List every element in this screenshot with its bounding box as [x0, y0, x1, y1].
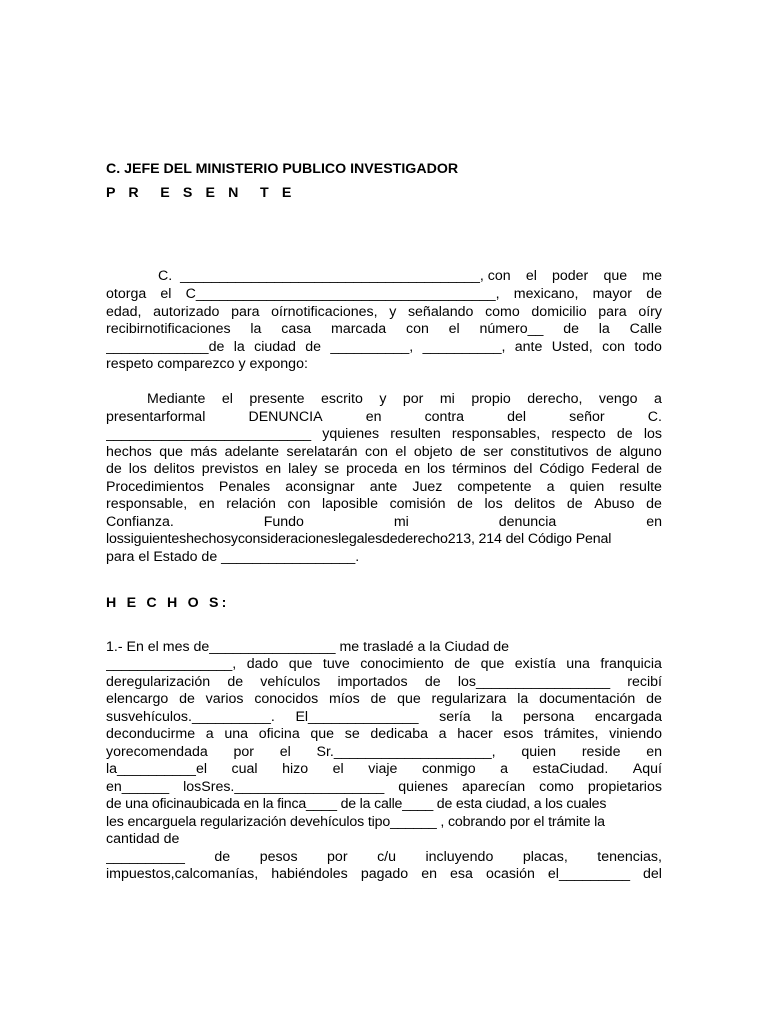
word: con [365, 444, 388, 460]
word: de [214, 849, 231, 865]
word: edad, [106, 304, 142, 320]
word: de [566, 496, 583, 512]
word: que [310, 726, 335, 742]
word: de [457, 496, 473, 512]
word: en [646, 514, 662, 530]
paragraph2-line [106, 496, 662, 514]
word: la [491, 709, 503, 725]
word: de [646, 286, 662, 302]
word: Federal [591, 461, 640, 477]
word: autorizado [153, 304, 220, 320]
word: el [332, 761, 344, 777]
word: sería [439, 709, 471, 725]
word: deregularización [106, 674, 211, 690]
word: regularizara [431, 691, 507, 707]
word: laley [288, 461, 318, 477]
word: yquienes [322, 426, 380, 442]
word: persona [523, 709, 575, 725]
word: tuve [322, 656, 350, 672]
word: de [179, 691, 195, 707]
word: relación [226, 496, 276, 512]
word: la [598, 321, 610, 337]
word: Usted, [551, 339, 593, 355]
word: varios [205, 691, 244, 707]
word: ser [483, 444, 503, 460]
word: estaCiudad. [532, 761, 609, 777]
word: c/u [377, 849, 396, 865]
word: oírnotificaciones, [271, 304, 378, 320]
word: los [643, 426, 662, 442]
word: susvehículos.__________. [106, 709, 275, 725]
word: ciudad [254, 339, 296, 355]
word: presente [249, 391, 305, 407]
word: resulten [390, 426, 441, 442]
word: más [190, 444, 218, 460]
word: delitos [153, 461, 195, 477]
word: a [205, 726, 214, 742]
word: delitos [514, 496, 556, 512]
word: domicilio [531, 304, 587, 320]
hecho1-line [106, 761, 662, 779]
word: por [233, 744, 254, 760]
hecho1-line [106, 691, 662, 709]
word: __________ [106, 849, 185, 865]
word: hacer [457, 726, 493, 742]
word: del [507, 409, 527, 425]
word: marcada [331, 321, 387, 337]
word: contra [424, 409, 465, 425]
word: quienes [398, 779, 448, 795]
word: pagado [360, 866, 409, 882]
word: el_________ [547, 866, 630, 882]
hecho1-line [106, 779, 662, 797]
word: número__ [479, 321, 544, 337]
word: importados [337, 674, 408, 690]
paragraph2-line [106, 514, 662, 532]
word: aconsignar [285, 479, 355, 495]
word: conocidos [254, 691, 319, 707]
word: Código [539, 461, 585, 477]
document-subtitle: P R E S E N T E [106, 185, 296, 201]
hecho1-line [106, 744, 662, 762]
word: casa [281, 321, 312, 337]
word: elencargo [106, 691, 169, 707]
word: de [646, 691, 662, 707]
word: __________, [330, 339, 414, 355]
word: conocimiento [360, 656, 444, 672]
word: respecto [551, 426, 606, 442]
word: quien [521, 744, 557, 760]
word: me [642, 268, 662, 284]
word: _____________de [106, 339, 225, 355]
word: Penales [218, 479, 271, 495]
word: por [327, 849, 348, 865]
word: la__________el [106, 761, 207, 777]
word: una [224, 726, 249, 742]
paragraph2-line [106, 461, 662, 479]
word: del [643, 866, 662, 882]
word: ante [369, 479, 398, 495]
word: Fundo [263, 514, 304, 530]
word: para [231, 304, 260, 320]
word: se [324, 461, 340, 477]
word: los [128, 461, 147, 477]
paragraph2-line: para el Estado de _________________. [106, 549, 360, 565]
word: losSres.___________________ [183, 779, 385, 795]
word: con [406, 321, 429, 337]
word: recibirnotificaciones [106, 321, 231, 337]
word: Calle [629, 321, 662, 337]
word: como [485, 304, 520, 320]
word: franquicia [600, 656, 662, 672]
word: Juez [412, 479, 443, 495]
word: que [288, 656, 313, 672]
word: mexicano, [513, 286, 579, 302]
paragraph2-line [106, 444, 662, 462]
word: la [233, 339, 245, 355]
word: quien [569, 479, 605, 495]
hecho1-line [106, 674, 662, 692]
word: el [279, 744, 291, 760]
word: los [427, 461, 446, 477]
paragraph1-line [106, 304, 662, 322]
word: que [159, 444, 183, 460]
word: constitutivos [510, 444, 589, 460]
word: de [595, 444, 612, 460]
hecho1-line [106, 656, 662, 674]
word: C. [647, 409, 662, 425]
word: para [598, 304, 627, 320]
word: cual [231, 761, 258, 777]
paragraph2-line [147, 391, 662, 409]
word: mi [439, 391, 455, 407]
paragraph2-line [106, 426, 662, 444]
word: previstos [201, 461, 259, 477]
word: el [395, 444, 407, 460]
word: viniendo [609, 726, 662, 742]
word: escrito [321, 391, 363, 407]
paragraph2-line: lossiguienteshechosyconsideracioneslegalesdederecho213, 214 del Código Penal [106, 531, 612, 547]
hechos-heading: H E C H O S: [106, 595, 230, 611]
paragraph1-line [158, 268, 662, 286]
word: vehículos [260, 674, 321, 690]
word: comisión [389, 496, 446, 512]
word: señalando [407, 304, 474, 320]
hecho1-line: 1.- En el mes de________________ me trasladé a la Ciudad de [106, 639, 510, 655]
word: Abuso [594, 496, 635, 512]
word: por [402, 391, 424, 407]
word: de [454, 656, 471, 672]
word: de [106, 461, 122, 477]
hecho1-line: les encarguela regularización devehículos tipo______ , cobrando por el trámite la [106, 814, 605, 830]
word: a [546, 479, 555, 495]
word: de [370, 691, 387, 707]
word: de [563, 321, 579, 337]
hecho1-line [106, 866, 662, 884]
word: impuestos,calcomanías, [106, 866, 259, 882]
paragraph2-line [106, 409, 662, 427]
word: de [459, 444, 476, 460]
word: en [404, 461, 421, 477]
paragraph1-line: respeto comparezco y expongo: [106, 356, 308, 372]
word: a [438, 726, 447, 742]
word: incluyendo [425, 849, 494, 865]
word: mayor [592, 286, 633, 302]
word: los_________________ [457, 674, 611, 690]
word: y [379, 391, 387, 407]
word: oíry [638, 304, 662, 320]
word: responsable, [106, 496, 188, 512]
word: encargada [594, 709, 662, 725]
word: ante [514, 339, 543, 355]
word: responsables, [451, 426, 541, 442]
word: DENUNCIA [248, 409, 323, 425]
word: en [646, 744, 662, 760]
word: señor [569, 409, 605, 425]
word: ocasión [485, 866, 535, 882]
word: Sr.____________________, [316, 744, 496, 760]
word: El______________ [295, 709, 419, 725]
word: competente [457, 479, 532, 495]
word: derecho, [527, 391, 583, 407]
word: se [344, 726, 360, 742]
word: Confianza. [106, 514, 174, 530]
word: términos [452, 461, 507, 477]
word: proceda [346, 461, 398, 477]
word: Procedimientos [106, 479, 204, 495]
word: Aquí [632, 761, 662, 777]
word: y [389, 304, 397, 320]
hecho1-line [106, 726, 662, 744]
word: una [566, 656, 590, 672]
word: que [603, 268, 628, 284]
document-title: C. JEFE DEL MINISTERIO PUBLICO INVESTIGADOR [106, 161, 459, 177]
word: en______ [106, 779, 170, 795]
hecho1-line [106, 709, 662, 727]
word: en [421, 866, 437, 882]
word: vengo [598, 391, 638, 407]
word: los [484, 496, 503, 512]
word: el [525, 268, 537, 284]
word: esa [450, 866, 473, 882]
word: recibí [627, 674, 662, 690]
word: como [539, 779, 574, 795]
word: todo [634, 339, 662, 355]
word: en [198, 496, 215, 512]
word: hizo [282, 761, 309, 777]
word: de [227, 674, 244, 690]
word: habiéndoles [271, 866, 348, 882]
word: Mediante [147, 391, 206, 407]
word: en [265, 461, 282, 477]
word: esos [503, 726, 534, 742]
word: oficina [258, 726, 300, 742]
word: conmigo [421, 761, 476, 777]
word: dedicaba [370, 726, 428, 742]
word: con [602, 339, 625, 355]
word: __________, [422, 339, 506, 355]
word: la [250, 321, 262, 337]
word: propietarios [587, 779, 662, 795]
paragraph2-line [106, 479, 662, 497]
word: poder [552, 268, 589, 284]
word: el [160, 286, 172, 302]
word: laposible [321, 496, 378, 512]
word: que [480, 656, 505, 672]
word: a [500, 761, 509, 777]
hecho1-line [106, 849, 662, 867]
word: hechos [106, 444, 152, 460]
word: de [646, 461, 662, 477]
word: otorga [106, 286, 147, 302]
word: documentación [539, 691, 636, 707]
word: pesos [259, 849, 298, 865]
paragraph1-line [106, 321, 662, 339]
word: el [448, 321, 460, 337]
hecho1-line: cantidad de [106, 831, 180, 847]
word: trámites, [544, 726, 599, 742]
paragraph1-line [106, 286, 662, 304]
word: del [513, 461, 533, 477]
word: denuncia [498, 514, 557, 530]
word: de [646, 496, 662, 512]
word: dado [246, 656, 279, 672]
word: placas, [522, 849, 568, 865]
word: de [616, 426, 633, 442]
word: reside [581, 744, 621, 760]
word: de [305, 339, 322, 355]
word: adelante [224, 444, 280, 460]
word: míos [328, 691, 360, 707]
word: con [287, 496, 311, 512]
word: tenencias, [597, 849, 662, 865]
word: objeto [413, 444, 453, 460]
word: la [517, 691, 529, 707]
word: serelatarán [286, 444, 358, 460]
hecho1-line: de una oficinaubicada en la finca____ de la calle____ de esta ciudad, a los cuales [106, 796, 607, 812]
word: C______________________________________, [185, 286, 500, 302]
paragraph1-line [106, 339, 662, 357]
word: ________________, [106, 656, 237, 672]
word: C. ______________________________________, con [158, 268, 511, 284]
word: que [397, 691, 421, 707]
word: alguno [619, 444, 662, 460]
word: __________________________ [106, 426, 312, 442]
word: el [221, 391, 233, 407]
word: presentarformal [106, 409, 206, 425]
word: a [654, 391, 662, 407]
word: aparecían [462, 779, 526, 795]
word: viaje [368, 761, 398, 777]
word: propio [471, 391, 511, 407]
word: yorecomendada [106, 744, 208, 760]
word: existía [514, 656, 556, 672]
word: mi [393, 514, 409, 530]
word: deconducirme [106, 726, 196, 742]
word: en [365, 409, 382, 425]
word: resulte [619, 479, 662, 495]
word: de [424, 674, 441, 690]
